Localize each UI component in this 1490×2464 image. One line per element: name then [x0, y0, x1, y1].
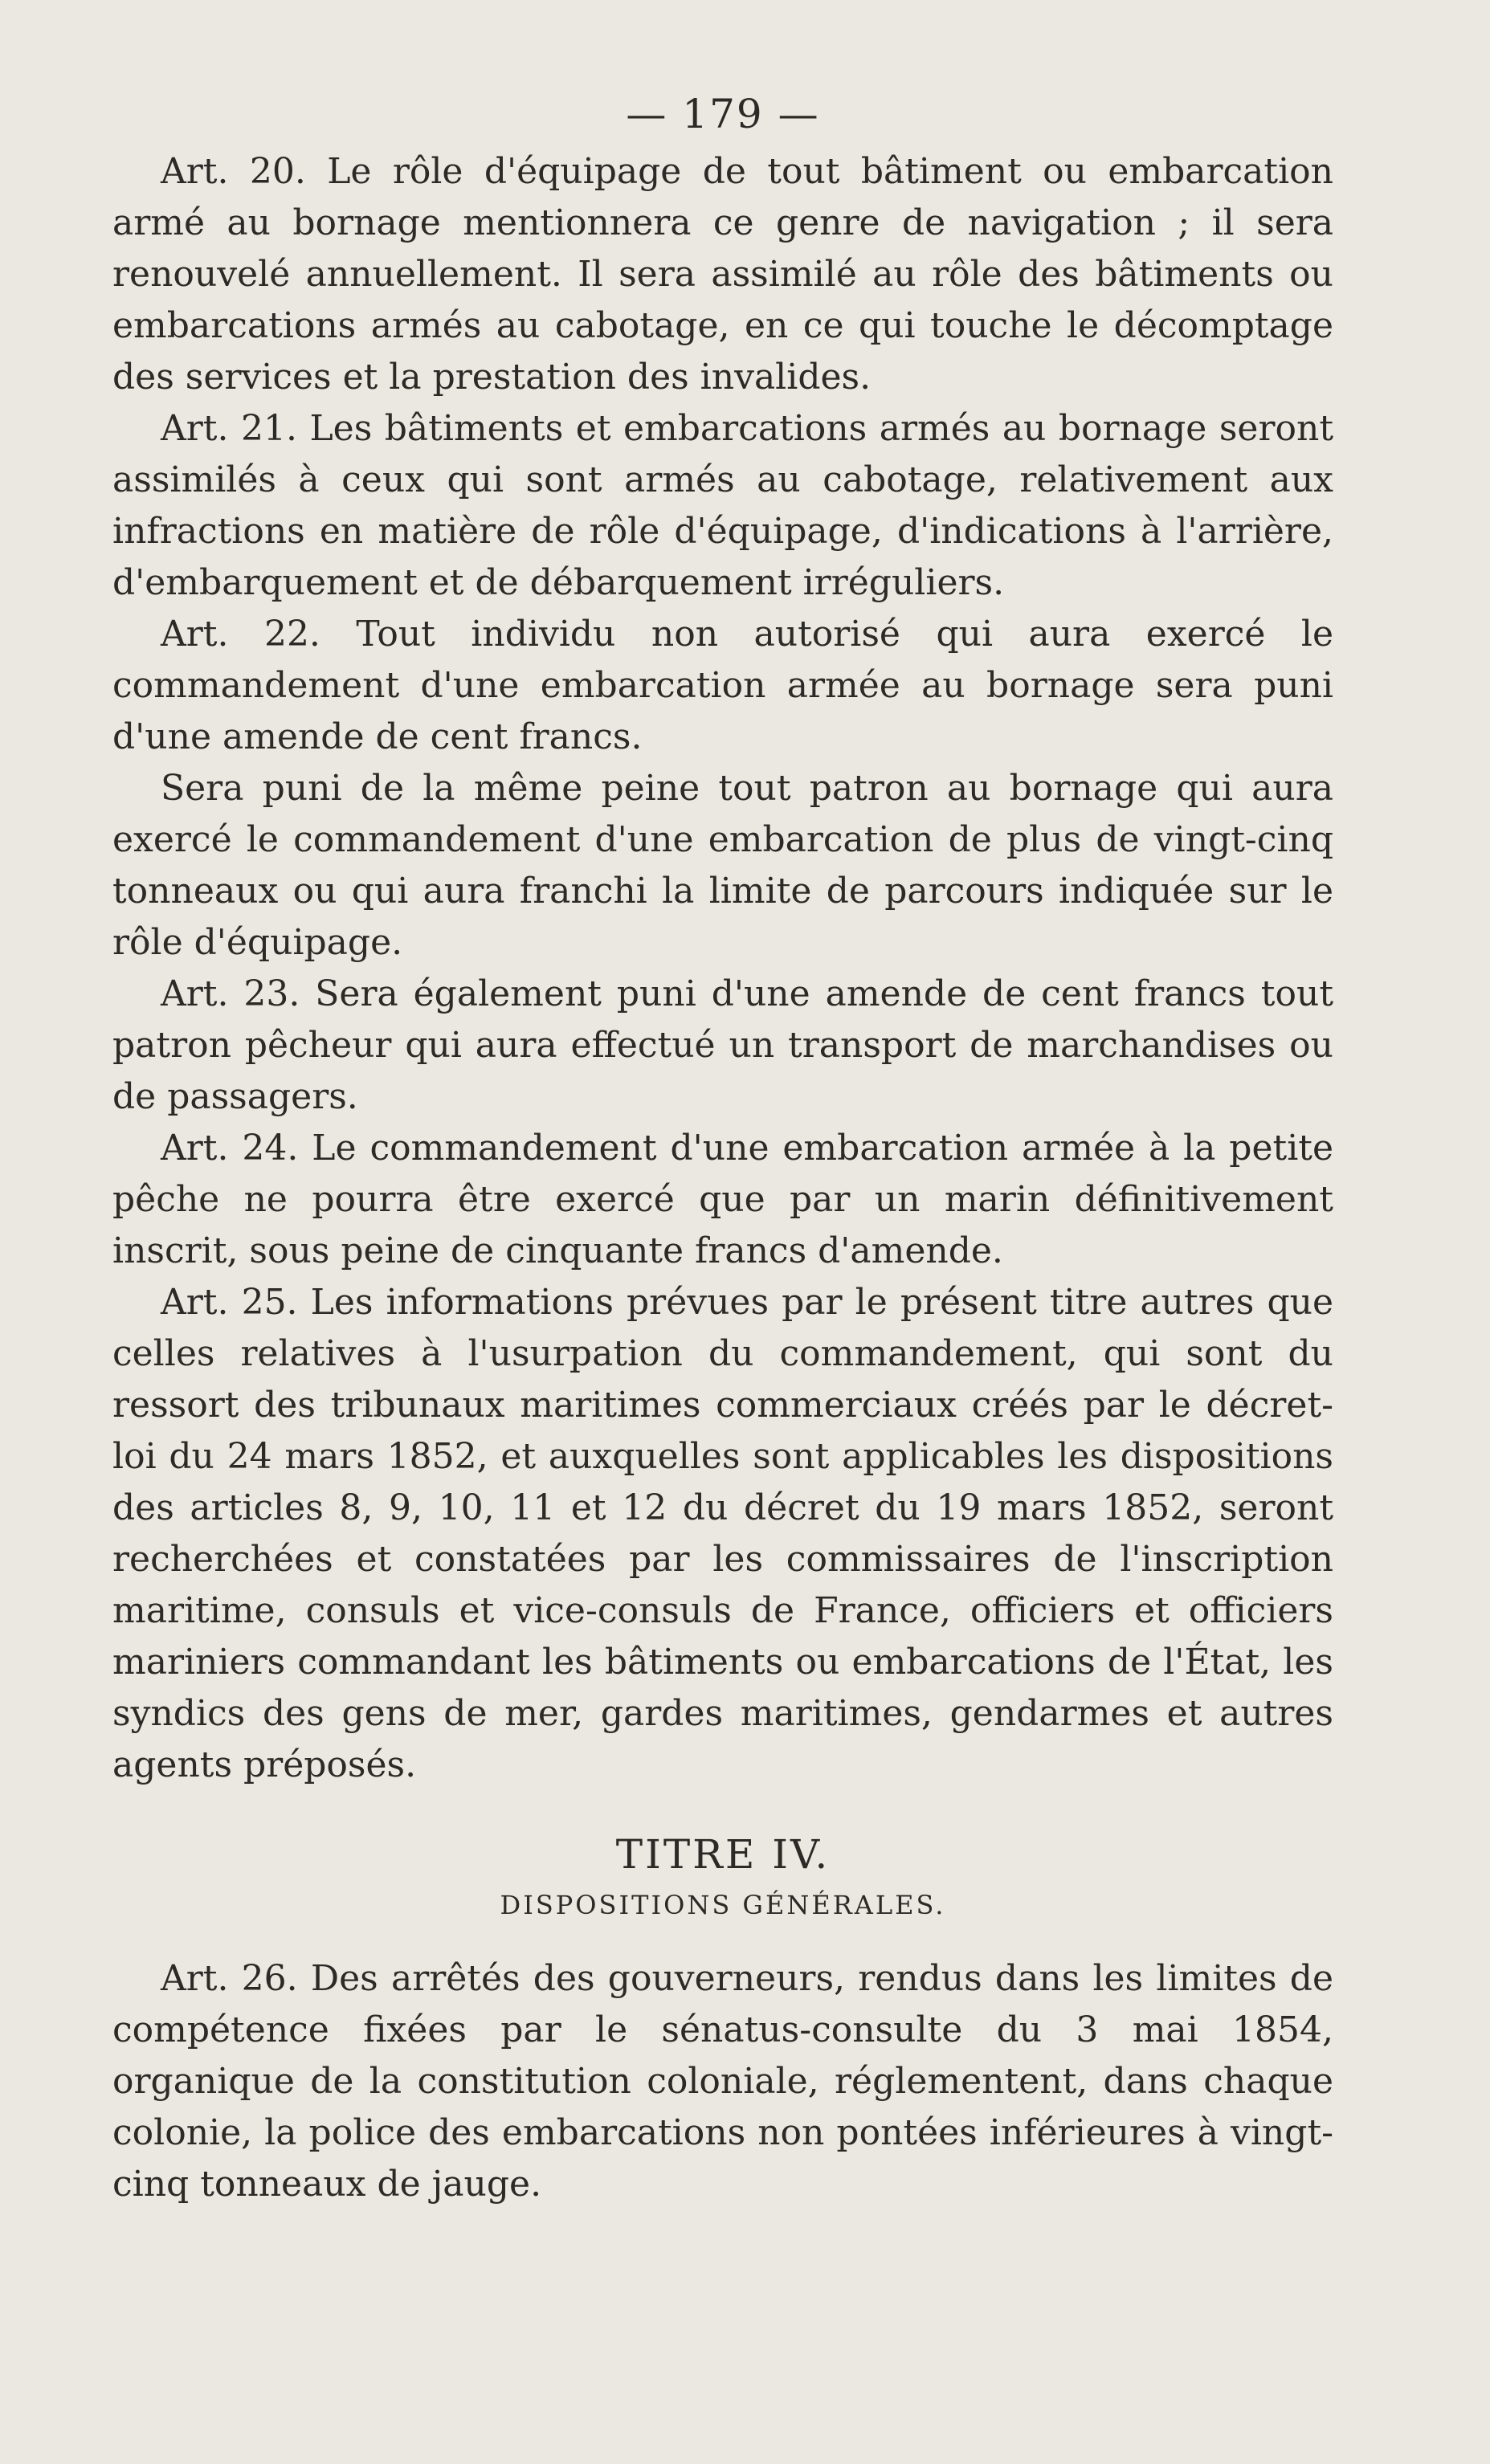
article-24: Art. 24. Le commandement d'une embarcation armée à la petite pêche ne pourra être exercé que par un marin définitivement inscrit, sous peine de cinquante francs d'amende. [112, 1128, 1333, 1271]
article-22: Art. 22. Tout individu non autorisé qui aura exercé le commandement d'une embarcation armée au bornage sera puni d'une amende de cent francs. [112, 614, 1333, 757]
article-22-continued: Sera puni de la même peine tout patron au bornage qui aura exercé le commandement d'une embarcation de plus de vingt-cinq tonneaux ou qui aura franchi la limite de parcours indiquée sur le rôle d'équipage. [112, 768, 1333, 963]
section-title: TITRE IV. [615, 1831, 831, 1878]
article-26: Art. 26. Des arrêtés des gouverneurs, rendus dans les limites de compétence fixées par le sénatus-consulte du 3 mai 1854, organique de la constitution coloniale, réglementent, dans chaque colonie, la police des embarcations non pontées inférieures à vingt-cinq tonneaux de jauge. [112, 1958, 1333, 2205]
page-number: — 179 — [626, 91, 820, 137]
section-subtitle: DISPOSITIONS GÉNÉRALES. [500, 1890, 946, 1920]
page-content [112, 90, 1333, 2210]
article-21: Art. 21. Les bâtiments et embarcations armés au bornage seront assimilés à ceux qui sont armés au cabotage, relativement aux infractions en matière de rôle d'équipage, d'indications à l'arrière, d'embarquement et de débarquement irréguliers. [112, 408, 1333, 603]
article-20: Art. 20. Le rôle d'équipage de tout bâtiment ou embarcation armé au bornage mentionnera ce genre de navigation ; il sera renouvelé annuellement. Il sera assimilé au rôle des bâtiments ou embarcations armés au cabotage, en ce qui touche le décomptage des services et la prestation des invalides. [112, 151, 1333, 398]
article-23: Art. 23. Sera également puni d'une amende de cent francs tout patron pêcheur qui aura effectué un transport de marchandises ou de passagers. [112, 973, 1333, 1117]
article-25: Art. 25. Les informations prévues par le présent titre autres que celles relatives à l'usurpation du commandement, qui sont du ressort des tribunaux maritimes commerciaux créés par le décret-loi du 24 mars 1852, et auxquelles sont applicables les dispositions des articles 8, 9, 10, 11 et 12 du décret du 19 mars 1852, seront recherchées et constatées par les commissaires de l'inscription maritime, consuls et vice-consuls de France, officiers et officiers mariniers commandant les bâtiments ou embarcations de l'État, les syndics des gens de mer, gardes maritimes, gendarmes et autres agents préposés. [112, 1282, 1333, 1785]
